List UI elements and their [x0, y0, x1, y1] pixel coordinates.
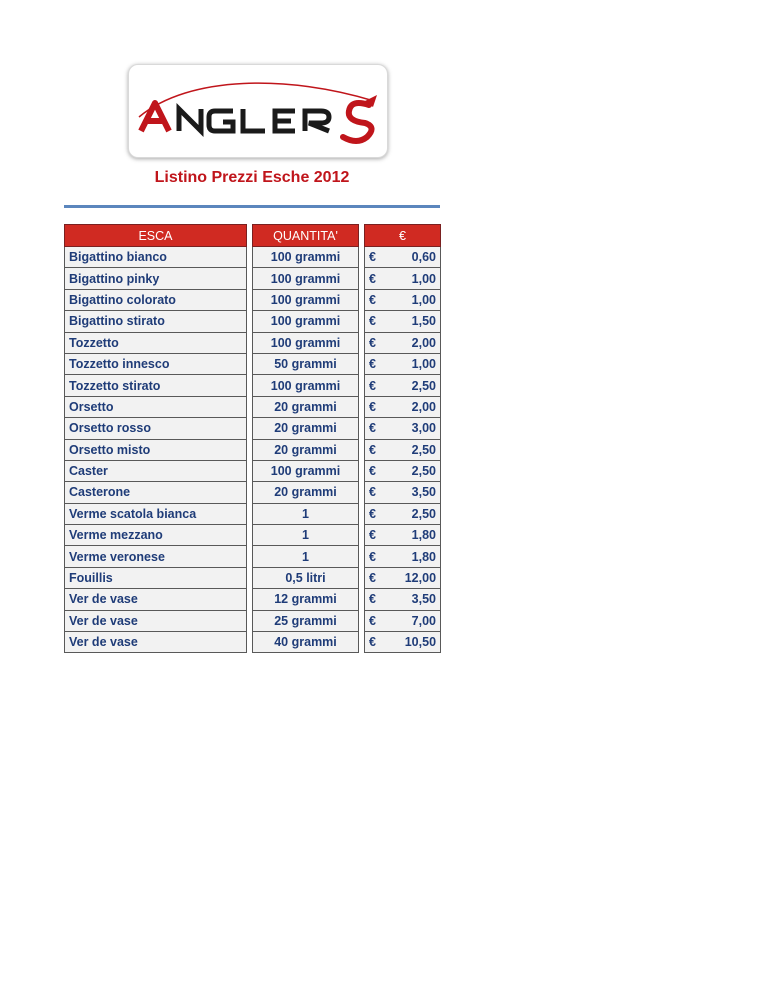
- quantita-cell: 20 grammi: [253, 439, 359, 460]
- esca-cell: Orsetto misto: [65, 439, 247, 460]
- esca-cell: Orsetto rosso: [65, 418, 247, 439]
- table-row: [65, 332, 441, 353]
- esca-cell: Bigattino pinky: [65, 268, 247, 289]
- prezzo-cell: 10,50: [387, 632, 441, 653]
- table-row: [65, 567, 441, 588]
- prezzo-cell: 2,50: [387, 460, 441, 481]
- esca-cell: Ver de vase: [65, 589, 247, 610]
- quantita-cell: 100 grammi: [253, 247, 359, 268]
- currency-cell: €: [365, 332, 387, 353]
- esca-cell: Ver de vase: [65, 610, 247, 631]
- table-row: [65, 375, 441, 396]
- quantita-cell: 100 grammi: [253, 311, 359, 332]
- table-row: [65, 418, 441, 439]
- quantita-cell: 20 grammi: [253, 482, 359, 503]
- prezzo-cell: 1,80: [387, 546, 441, 567]
- prezzo-cell: 3,50: [387, 589, 441, 610]
- prezzo-cell: 2,50: [387, 375, 441, 396]
- title-divider: [64, 205, 440, 208]
- quantita-cell: 100 grammi: [253, 289, 359, 310]
- esca-cell: Orsetto: [65, 396, 247, 417]
- table-row: [65, 632, 441, 653]
- currency-cell: €: [365, 546, 387, 567]
- currency-cell: €: [365, 589, 387, 610]
- currency-cell: €: [365, 353, 387, 374]
- table-row: [65, 546, 441, 567]
- anglers-logo: [128, 64, 388, 158]
- quantita-cell: 0,5 litri: [253, 567, 359, 588]
- prezzo-cell: 1,80: [387, 525, 441, 546]
- prezzo-cell: 3,00: [387, 418, 441, 439]
- currency-cell: €: [365, 525, 387, 546]
- table-row: [65, 289, 441, 310]
- table-row: [65, 247, 441, 268]
- prezzo-cell: 2,00: [387, 396, 441, 417]
- prezzo-cell: 2,00: [387, 332, 441, 353]
- prezzo-cell: 1,00: [387, 268, 441, 289]
- header-quantita: QUANTITA': [253, 225, 359, 247]
- quantita-cell: 20 grammi: [253, 418, 359, 439]
- quantita-cell: 40 grammi: [253, 632, 359, 653]
- currency-cell: €: [365, 632, 387, 653]
- currency-cell: €: [365, 503, 387, 524]
- prezzo-cell: 2,50: [387, 503, 441, 524]
- quantita-cell: 1: [253, 525, 359, 546]
- table-row: [65, 439, 441, 460]
- quantita-cell: 1: [253, 503, 359, 524]
- esca-cell: Bigattino stirato: [65, 311, 247, 332]
- prezzo-cell: 12,00: [387, 567, 441, 588]
- esca-cell: Verme mezzano: [65, 525, 247, 546]
- esca-cell: Bigattino bianco: [65, 247, 247, 268]
- table-row: [65, 268, 441, 289]
- quantita-cell: 25 grammi: [253, 610, 359, 631]
- currency-cell: €: [365, 610, 387, 631]
- esca-cell: Verme veronese: [65, 546, 247, 567]
- page-title: Listino Prezzi Esche 2012: [154, 169, 350, 186]
- table-row: [65, 503, 441, 524]
- esca-cell: Casterone: [65, 482, 247, 503]
- quantita-cell: 1: [253, 546, 359, 567]
- currency-cell: €: [365, 311, 387, 332]
- esca-cell: Verme scatola bianca: [65, 503, 247, 524]
- currency-cell: €: [365, 268, 387, 289]
- currency-cell: €: [365, 482, 387, 503]
- table-row: [65, 311, 441, 332]
- prezzo-cell: 1,50: [387, 311, 441, 332]
- currency-cell: €: [365, 567, 387, 588]
- quantita-cell: 50 grammi: [253, 353, 359, 374]
- quantita-cell: 100 grammi: [253, 460, 359, 481]
- quantita-cell: 12 grammi: [253, 589, 359, 610]
- table-row: [65, 610, 441, 631]
- quantita-cell: 100 grammi: [253, 332, 359, 353]
- quantita-cell: 20 grammi: [253, 396, 359, 417]
- currency-cell: €: [365, 396, 387, 417]
- prezzo-cell: 1,00: [387, 289, 441, 310]
- table-row: [65, 353, 441, 374]
- currency-cell: €: [365, 418, 387, 439]
- prezzo-cell: 1,00: [387, 353, 441, 374]
- esca-cell: Fouillis: [65, 567, 247, 588]
- header-euro: €: [365, 225, 441, 247]
- esca-cell: Caster: [65, 460, 247, 481]
- currency-cell: €: [365, 289, 387, 310]
- currency-cell: €: [365, 439, 387, 460]
- prezzo-cell: 7,00: [387, 610, 441, 631]
- esca-cell: Bigattino colorato: [65, 289, 247, 310]
- currency-cell: €: [365, 460, 387, 481]
- table-header-row: [65, 225, 441, 247]
- prezzo-cell: 2,50: [387, 439, 441, 460]
- header-esca: ESCA: [65, 225, 247, 247]
- table-row: [65, 396, 441, 417]
- table-row: [65, 460, 441, 481]
- currency-cell: €: [365, 375, 387, 396]
- table-row: [65, 589, 441, 610]
- table-row: [65, 482, 441, 503]
- esca-cell: Tozzetto innesco: [65, 353, 247, 374]
- quantita-cell: 100 grammi: [253, 268, 359, 289]
- price-table-body: [65, 247, 441, 653]
- esca-cell: Ver de vase: [65, 632, 247, 653]
- anglers-logo-graphic: [129, 65, 387, 157]
- prezzo-cell: 3,50: [387, 482, 441, 503]
- currency-cell: €: [365, 247, 387, 268]
- quantita-cell: 100 grammi: [253, 375, 359, 396]
- price-table: [64, 224, 441, 653]
- table-row: [65, 525, 441, 546]
- prezzo-cell: 0,60: [387, 247, 441, 268]
- esca-cell: Tozzetto stirato: [65, 375, 247, 396]
- esca-cell: Tozzetto: [65, 332, 247, 353]
